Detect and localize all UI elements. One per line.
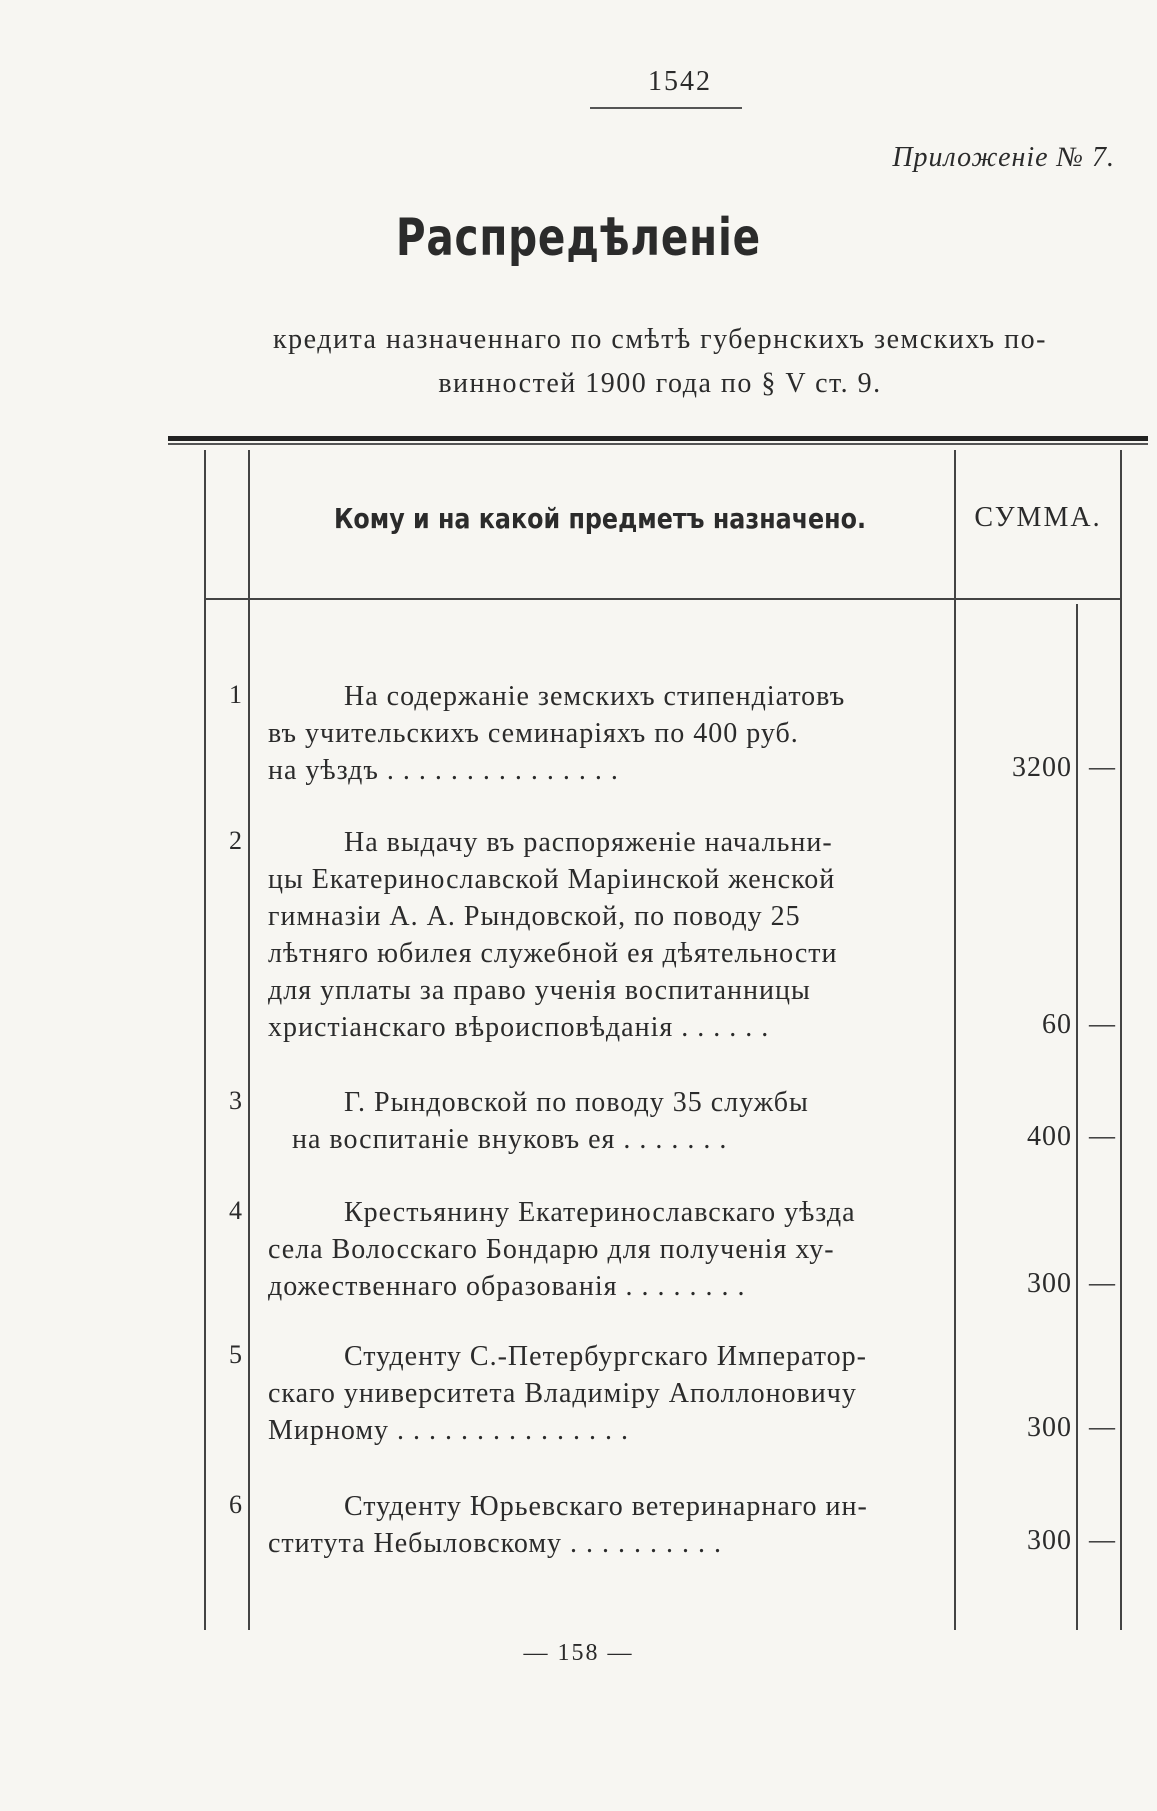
entry-kopecks: — bbox=[1089, 1121, 1115, 1150]
entry-line: лѣтняго юбилея служебной ея дѣятельности bbox=[268, 938, 838, 969]
entry-line: На выдачу въ распоряженіе начальни- bbox=[344, 827, 833, 858]
entry-sum: 400 bbox=[1027, 1121, 1072, 1152]
table-kop-divider bbox=[1076, 604, 1078, 1630]
entry-number: 3 bbox=[229, 1086, 242, 1115]
subtitle bbox=[205, 318, 1115, 406]
page-number: 1542 bbox=[648, 66, 712, 97]
entry-line: Мирному . . . . . . . . . . . . . . . bbox=[268, 1415, 630, 1446]
entry-line: Крестьянину Екатеринославскаго уѣзда bbox=[344, 1197, 856, 1228]
subtitle-line: кредита назначеннаго по смѣтѣ губернскихъ земскихъ по- bbox=[273, 324, 1047, 355]
entry-description bbox=[268, 824, 938, 1046]
entry-kopecks: — bbox=[1089, 1412, 1115, 1441]
entry-line: Г. Рындовской по поводу 35 службы bbox=[344, 1087, 809, 1118]
entry-line: скаго университета Владиміру Аполлоновичу bbox=[268, 1378, 857, 1409]
entry-kopecks: — bbox=[1089, 1009, 1115, 1038]
entry-description bbox=[268, 1488, 938, 1562]
appendix-label: Приложеніе № 7. bbox=[892, 142, 1115, 173]
entry-sum: 300 bbox=[1027, 1525, 1072, 1556]
entry-number: 6 bbox=[229, 1490, 242, 1519]
entry-kopecks: — bbox=[1089, 752, 1115, 781]
entry-sum: 60 bbox=[1042, 1009, 1072, 1040]
table-left-border bbox=[204, 450, 206, 1630]
table-right-border bbox=[1120, 450, 1122, 1630]
entry-number: 4 bbox=[229, 1196, 242, 1225]
entry-line: гимназіи А. А. Рындовской, по поводу 25 bbox=[268, 901, 801, 932]
column-header-sum: СУММА. bbox=[974, 502, 1102, 533]
table-top-light-rule bbox=[168, 443, 1148, 445]
page-footer: — 158 — bbox=[523, 1640, 634, 1666]
entry-kopecks: — bbox=[1089, 1268, 1115, 1297]
column-header-description: Кому и на какой предметъ назначено. bbox=[333, 502, 867, 535]
entry-line: для уплаты за право ученія воспитанницы bbox=[268, 975, 811, 1006]
entry-line: дожественнаго образованія . . . . . . . . bbox=[268, 1271, 746, 1302]
entry-sum: 300 bbox=[1027, 1412, 1072, 1443]
entry-description bbox=[268, 1084, 938, 1158]
entry-description bbox=[268, 678, 938, 789]
entry-number: 5 bbox=[229, 1340, 242, 1369]
entry-line: въ учительскихъ семинаріяхъ по 400 руб. bbox=[268, 718, 799, 749]
document-title: Распредѣленіе bbox=[395, 208, 761, 268]
table-top-heavy-rule bbox=[168, 436, 1148, 441]
entry-line: На содержаніе земскихъ стипендіатовъ bbox=[344, 681, 846, 712]
entry-line: ститута Небыловскому . . . . . . . . . . bbox=[268, 1528, 723, 1559]
entry-sum: 3200 bbox=[1012, 752, 1072, 783]
entry-line: на воспитаніе внуковъ ея . . . . . . . bbox=[292, 1124, 728, 1155]
entry-number: 2 bbox=[229, 826, 242, 855]
page-number-underline bbox=[590, 107, 742, 109]
entry-line: Студенту С.-Петербургскаго Император- bbox=[344, 1341, 867, 1372]
entry-description bbox=[268, 1194, 938, 1305]
entry-line: Студенту Юрьевскаго ветеринарнаго ин- bbox=[344, 1491, 868, 1522]
entry-number: 1 bbox=[229, 680, 242, 709]
entry-description bbox=[268, 1338, 938, 1449]
entry-kopecks: — bbox=[1089, 1525, 1115, 1554]
table-sum-divider bbox=[954, 450, 956, 1630]
entry-sum: 300 bbox=[1027, 1268, 1072, 1299]
entry-line: цы Екатеринославской Маріинской женской bbox=[268, 864, 836, 895]
table-header-rule bbox=[206, 598, 1120, 600]
entry-line: на уѣздъ . . . . . . . . . . . . . . . bbox=[268, 755, 619, 786]
table-num-divider bbox=[248, 450, 250, 1630]
entry-line: села Волосскаго Бондарю для полученія ху- bbox=[268, 1234, 835, 1265]
subtitle-line: винностей 1900 года по § V ст. 9. bbox=[438, 368, 882, 399]
entry-line: христіанскаго вѣроисповѣданія . . . . . . bbox=[268, 1012, 770, 1043]
